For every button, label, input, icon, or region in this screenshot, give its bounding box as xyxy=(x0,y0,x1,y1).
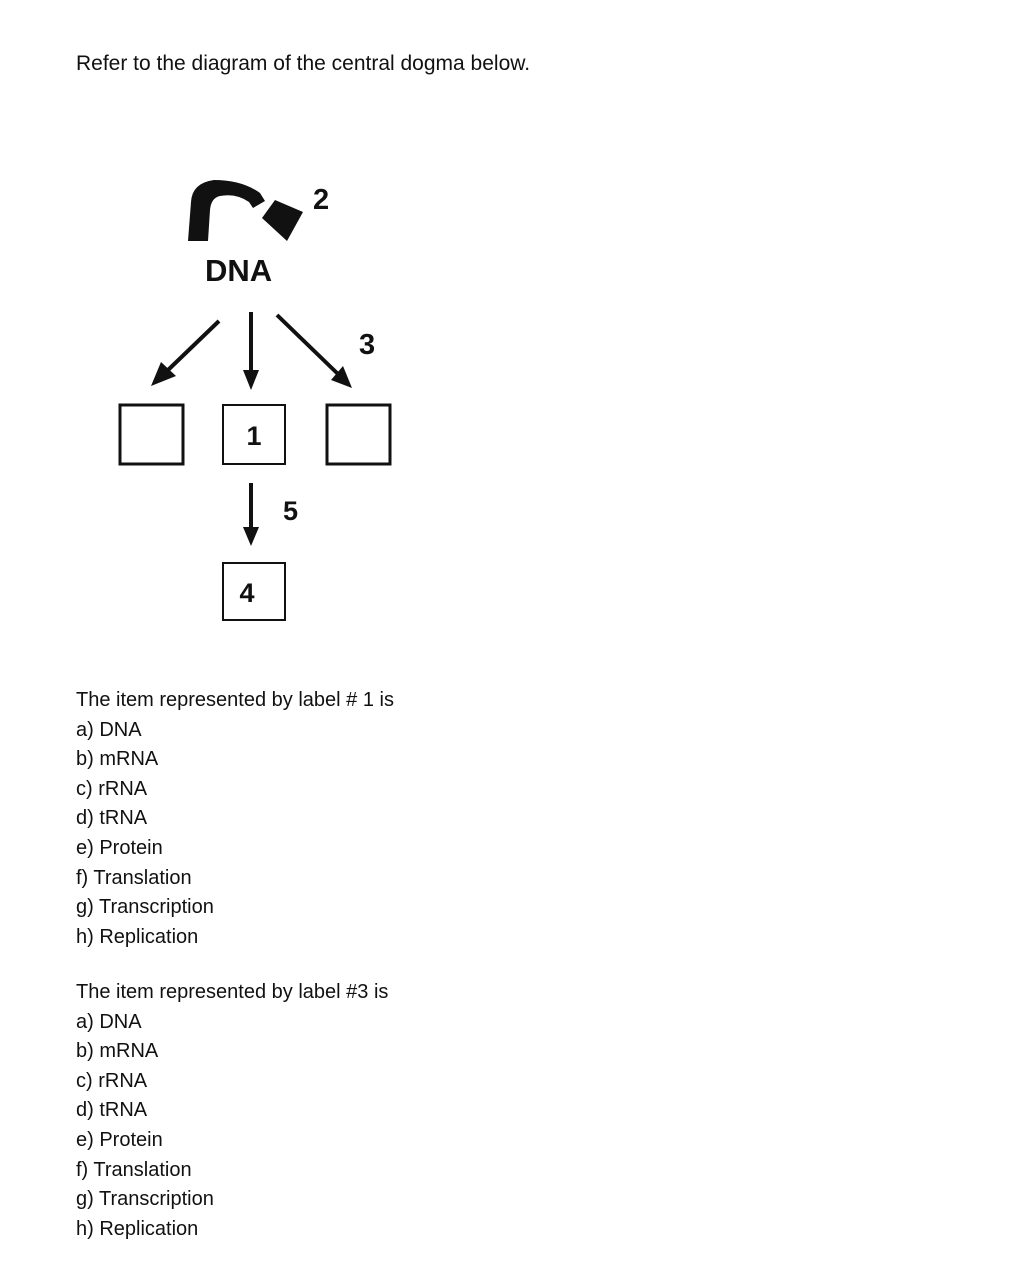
label-3: 3 xyxy=(359,329,376,361)
label-1: 1 xyxy=(246,421,262,451)
answer-option[interactable]: h) Replication xyxy=(76,1217,199,1240)
replication-arrow xyxy=(188,180,303,241)
label-5: 5 xyxy=(283,496,299,526)
answer-option[interactable]: c) rRNA xyxy=(76,1069,148,1092)
answer-option[interactable]: g) Transcription xyxy=(76,1188,214,1211)
answer-option[interactable]: h) Replication xyxy=(76,925,199,948)
central-dogma-diagram xyxy=(0,150,500,640)
answer-option[interactable]: f) Translation xyxy=(76,1158,192,1181)
arrow-to-left-box xyxy=(151,321,219,386)
answer-option[interactable]: e) Protein xyxy=(76,836,163,859)
question-stem: The item represented by label #3 is xyxy=(76,981,389,1003)
answer-options xyxy=(76,716,394,953)
answer-option[interactable]: d) tRNA xyxy=(76,807,148,830)
answer-option[interactable]: a) DNA xyxy=(76,718,142,741)
answer-option[interactable]: g) Transcription xyxy=(76,896,214,919)
arrow-to-right-box xyxy=(277,315,352,388)
answer-option[interactable]: c) rRNA xyxy=(76,777,148,800)
dna-label: DNA xyxy=(205,253,273,288)
answer-option[interactable]: a) DNA xyxy=(76,1010,142,1033)
question-stem: The item represented by label # 1 is xyxy=(76,689,394,711)
answer-option[interactable]: b) mRNA xyxy=(76,1040,159,1063)
answer-option[interactable]: b) mRNA xyxy=(76,748,159,771)
answer-option[interactable]: f) Translation xyxy=(76,866,192,889)
question-1 xyxy=(76,686,394,952)
question-2 xyxy=(76,978,388,1244)
label-2: 2 xyxy=(313,184,330,216)
right-box xyxy=(327,405,390,464)
left-box xyxy=(120,405,183,464)
answer-option[interactable]: e) Protein xyxy=(76,1128,163,1151)
answer-option[interactable]: d) tRNA xyxy=(76,1099,148,1122)
arrow-to-box-4 xyxy=(243,483,259,546)
answer-options xyxy=(76,1008,388,1245)
label-4: 4 xyxy=(239,578,255,608)
intro-text: Refer to the diagram of the central dogma below. xyxy=(76,52,531,75)
arrow-to-box-1 xyxy=(243,312,259,390)
